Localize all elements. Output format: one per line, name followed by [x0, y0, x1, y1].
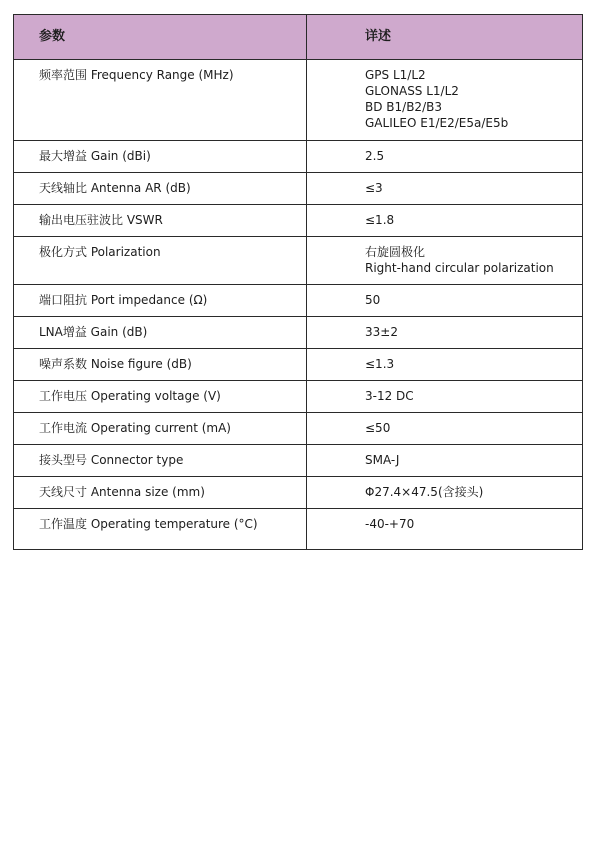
table-row [14, 141, 583, 173]
detail-cell: SMA-J [307, 445, 583, 477]
param-cell: 极化方式 Polarization [14, 237, 307, 285]
table-row [14, 381, 583, 413]
detail-cell: 50 [307, 285, 583, 317]
detail-cell: Φ27.4×47.5(含接头) [307, 477, 583, 509]
param-cell: 最大增益 Gain (dBi) [14, 141, 307, 173]
table-row [14, 477, 583, 509]
detail-cell: ≤1.8 [307, 205, 583, 237]
param-cell: 频率范围 Frequency Range (MHz) [14, 60, 307, 141]
param-cell: 天线轴比 Antenna AR (dB) [14, 173, 307, 205]
param-cell: 端口阻抗 Port impedance (Ω) [14, 285, 307, 317]
param-cell: 噪声系数 Noise figure (dB) [14, 349, 307, 381]
param-cell: 接头型号 Connector type [14, 445, 307, 477]
detail-cell: ≤50 [307, 413, 583, 445]
header-parameter: 参数 [14, 15, 307, 60]
param-cell: 输出电压驻波比 VSWR [14, 205, 307, 237]
detail-line: BD B1/B2/B3 [365, 100, 442, 114]
table-row [14, 237, 583, 285]
table-row [14, 173, 583, 205]
table-header-row [14, 15, 583, 60]
table-row [14, 445, 583, 477]
detail-cell [307, 60, 583, 141]
param-cell: 工作电流 Operating current (mA) [14, 413, 307, 445]
detail-cell: 2.5 [307, 141, 583, 173]
param-cell: 工作温度 Operating temperature (°C) [14, 509, 307, 550]
detail-line: GALILEO E1/E2/E5a/E5b [365, 116, 509, 130]
detail-cell: 33±2 [307, 317, 583, 349]
specification-table [13, 14, 583, 550]
table-row [14, 317, 583, 349]
detail-line: 右旋圆极化 [365, 245, 426, 259]
detail-line: Right-hand circular polarization [365, 261, 554, 275]
detail-cell: ≤3 [307, 173, 583, 205]
param-cell: 工作电压 Operating voltage (V) [14, 381, 307, 413]
table-row [14, 285, 583, 317]
detail-cell: 3-12 DC [307, 381, 583, 413]
detail-line: GLONASS L1/L2 [365, 84, 459, 98]
table-row [14, 509, 583, 550]
param-cell: LNA增益 Gain (dB) [14, 317, 307, 349]
detail-cell [307, 237, 583, 285]
table-row [14, 413, 583, 445]
header-detail: 详述 [307, 15, 583, 60]
table-row [14, 349, 583, 381]
detail-line: GPS L1/L2 [365, 68, 426, 82]
detail-cell: -40-+70 [307, 509, 583, 550]
param-cell: 天线尺寸 Antenna size (mm) [14, 477, 307, 509]
detail-cell: ≤1.3 [307, 349, 583, 381]
table-row [14, 60, 583, 141]
table-row [14, 205, 583, 237]
